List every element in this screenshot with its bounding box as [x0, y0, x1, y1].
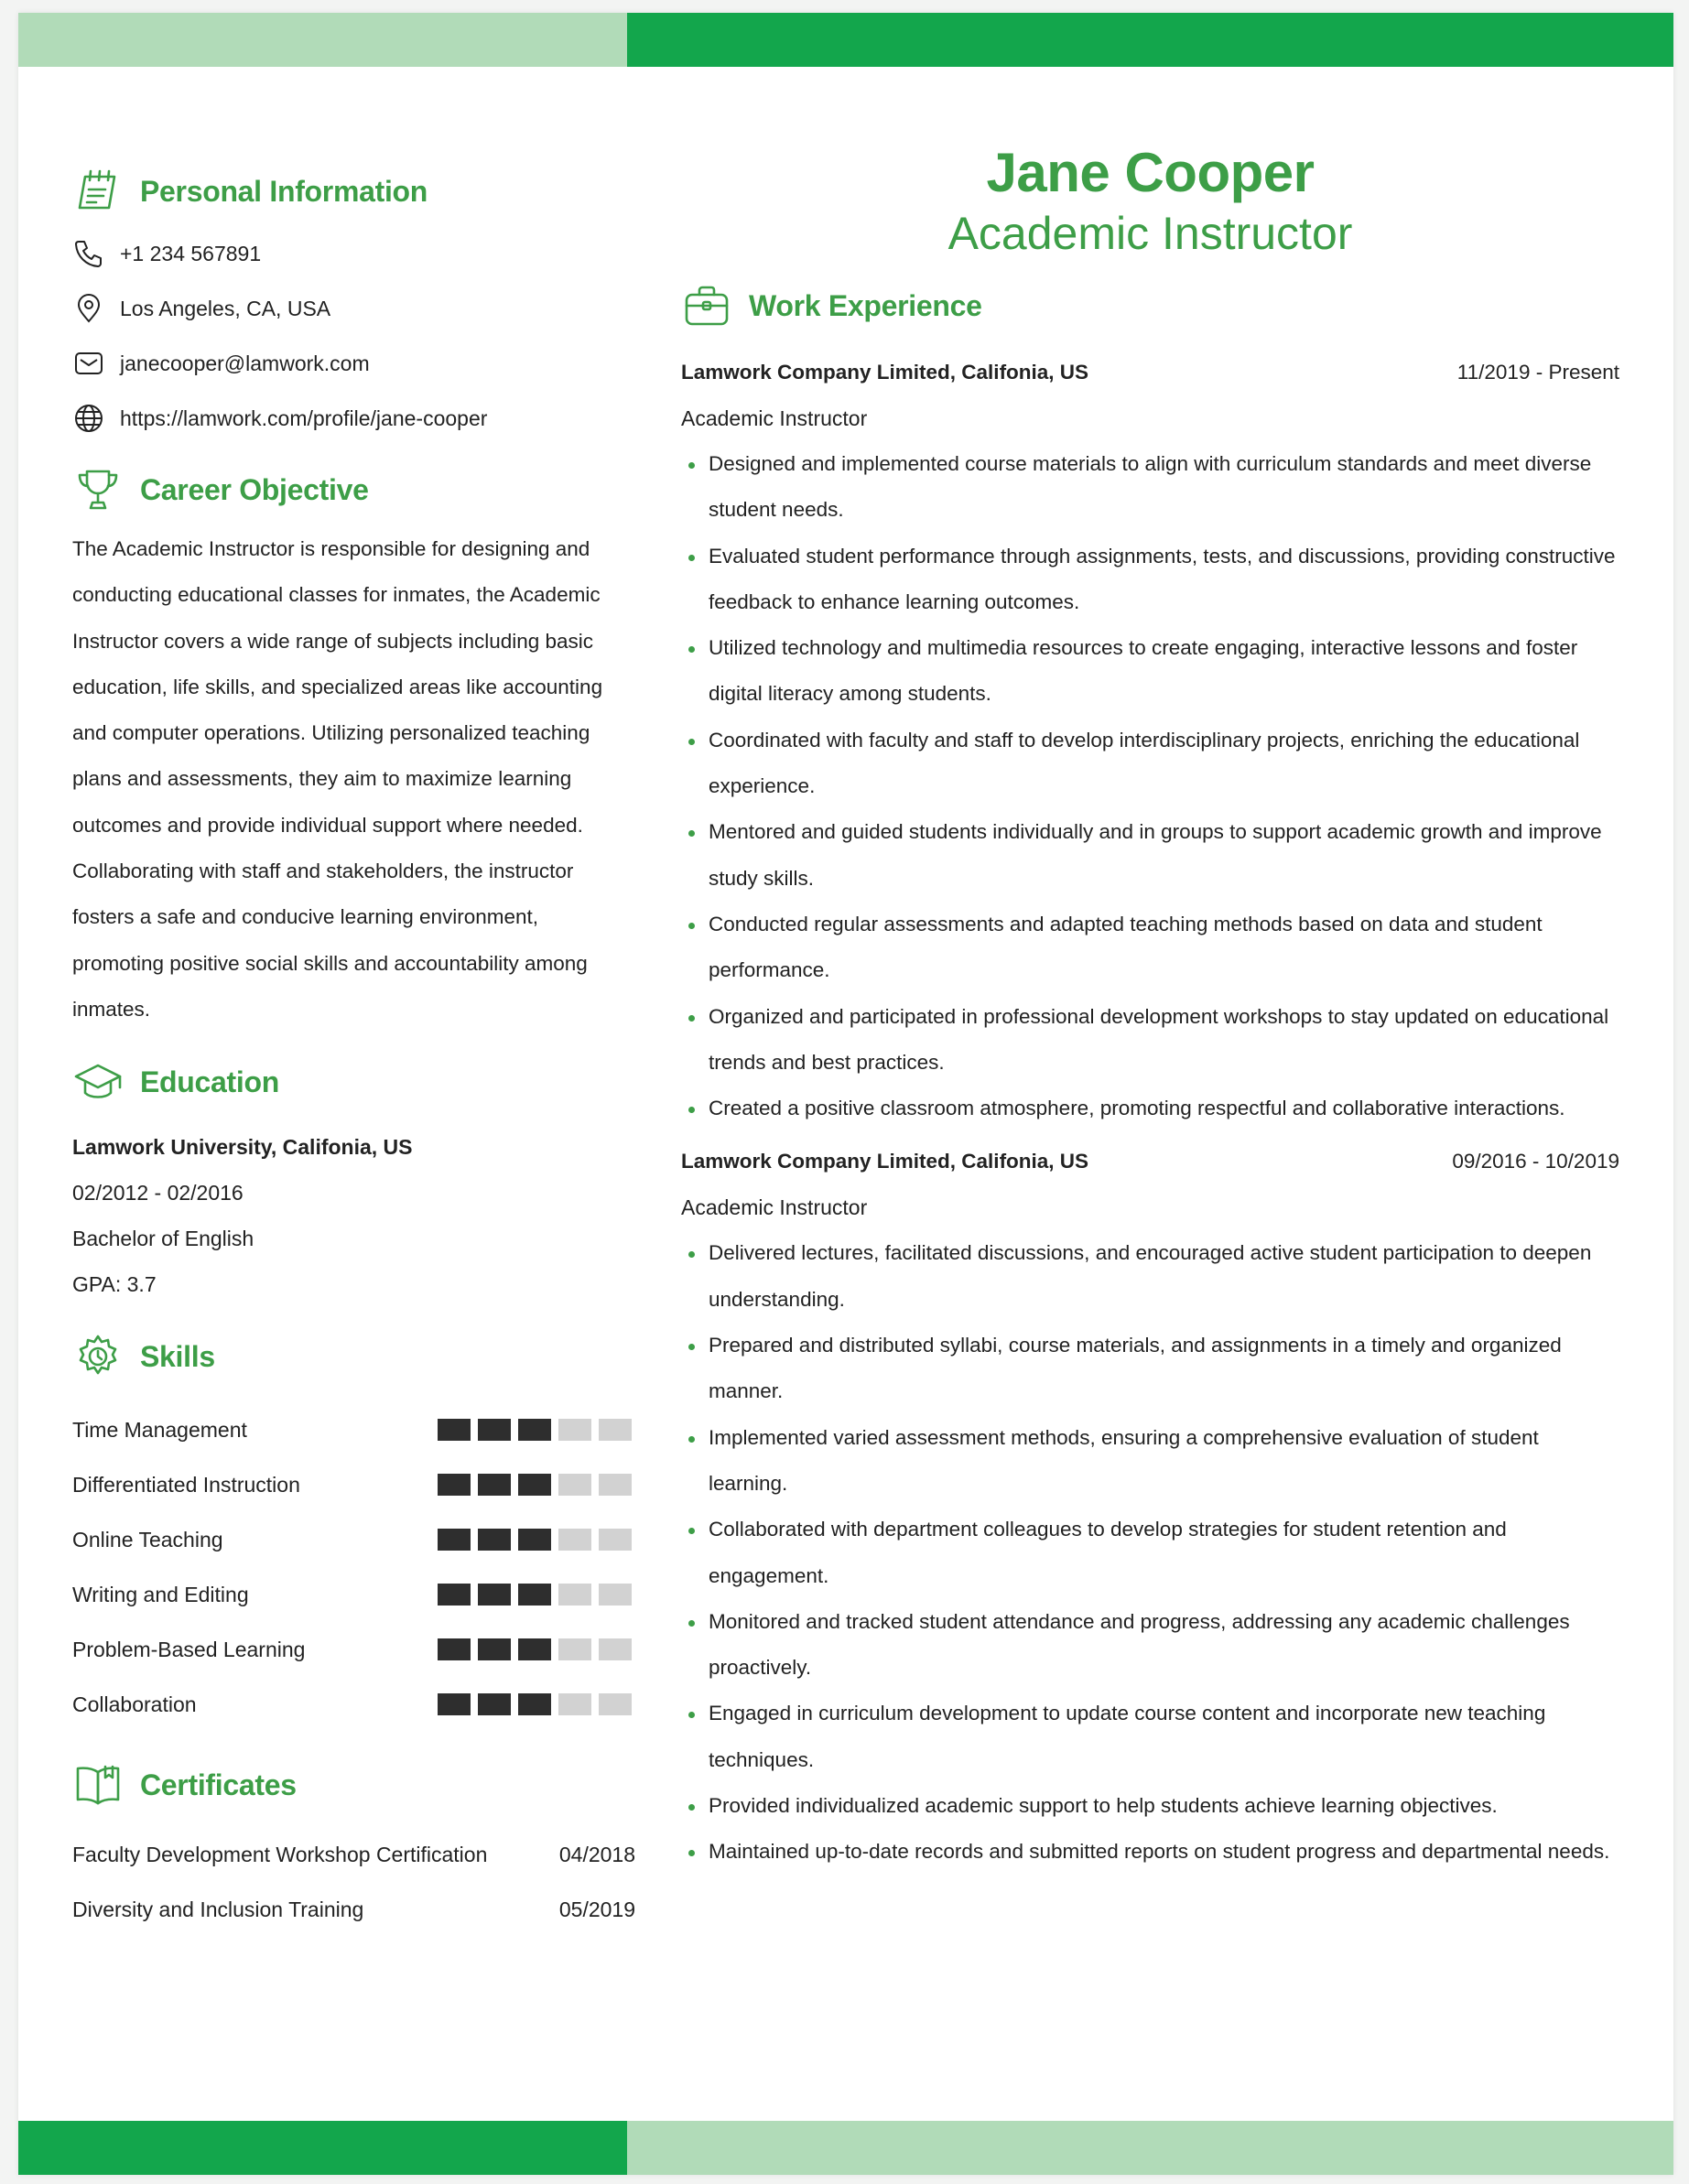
gear-icon [72, 1331, 124, 1382]
contact-email [72, 336, 635, 391]
skill-level-block [478, 1638, 511, 1660]
certificates-list [72, 1827, 635, 1937]
skill-level-meter [438, 1693, 632, 1715]
globe-icon [72, 402, 105, 435]
skill-name: Time Management [72, 1417, 247, 1442]
job-entry [681, 350, 1619, 1131]
skill-level-block [518, 1693, 551, 1715]
skill-row [72, 1622, 635, 1677]
job-bullet-item: Implemented varied assessment methods, ensuring a comprehensive evaluation of student learning. [681, 1415, 1619, 1508]
resume-page [18, 13, 1673, 2175]
certificates-header [72, 1757, 635, 1812]
job-dates: 09/2016 - 10/2019 [1452, 1150, 1619, 1173]
skill-level-block [518, 1419, 551, 1441]
job-bullet-item: Conducted regular assessments and adapted teaching methods based on data and student performance. [681, 902, 1619, 994]
certificate-date: 04/2018 [558, 1842, 635, 1866]
skill-row [72, 1457, 635, 1512]
contact-phone [72, 226, 635, 281]
skill-level-block [518, 1584, 551, 1606]
job-header [681, 350, 1619, 395]
education-school: Lamwork University, Califonia, US [72, 1135, 413, 1160]
job-bullet-item: Delivered lectures, facilitated discussions, and encouraged active student participation to deepen understanding. [681, 1230, 1619, 1323]
email-text[interactable]: janecooper@lamwork.com [120, 351, 370, 375]
skill-level-block [478, 1693, 511, 1715]
skills-header [72, 1329, 635, 1384]
skills-list [72, 1402, 635, 1732]
contact-website [72, 391, 635, 446]
skill-level-meter [438, 1638, 632, 1660]
location-text: Los Angeles, CA, USA [120, 296, 331, 320]
bottom-bar-dark [18, 2121, 627, 2175]
skill-row [72, 1512, 635, 1567]
calendar-note-icon [72, 166, 124, 217]
website-text[interactable]: https://lamwork.com/profile/jane-cooper [120, 405, 488, 430]
skill-level-block [558, 1529, 591, 1551]
skill-level-block [438, 1529, 471, 1551]
certificate-row [72, 1827, 635, 1882]
education-dates: 02/2012 - 02/2016 [72, 1181, 244, 1206]
certificate-row [72, 1882, 635, 1937]
skill-row [72, 1402, 635, 1457]
education-degree: Bachelor of English [72, 1227, 254, 1251]
job-dates: 11/2019 - Present [1456, 361, 1619, 384]
skill-level-block [478, 1474, 511, 1496]
work-experience-header [681, 278, 1619, 333]
skill-level-block [558, 1474, 591, 1496]
skill-level-block [558, 1693, 591, 1715]
job-bullet-item: Designed and implemented course materials to align with curriculum standards and meet diverse student needs. [681, 441, 1619, 534]
phone-icon [72, 237, 105, 270]
person-name: Jane Cooper [986, 142, 1315, 203]
education-title: Education [140, 1065, 279, 1098]
career-objective-header [72, 462, 635, 517]
job-bullet-item: Organized and participated in professional development workshops to stay updated on educational trends and best practices. [681, 994, 1619, 1087]
contact-location [72, 281, 635, 336]
job-role: Academic Instructor [681, 406, 868, 430]
skill-level-block [518, 1474, 551, 1496]
skill-level-block [438, 1419, 471, 1441]
skill-level-block [599, 1419, 632, 1441]
skill-level-block [438, 1584, 471, 1606]
skill-level-block [558, 1419, 591, 1441]
skill-level-block [599, 1638, 632, 1660]
left-column [72, 164, 635, 1937]
briefcase-icon [681, 280, 732, 331]
job-header [681, 1139, 1619, 1184]
career-objective-title: Career Objective [140, 472, 369, 506]
mail-icon [72, 347, 105, 380]
job-bullet-item: Prepared and distributed syllabi, course materials, and assignments in a timely and organized manner. [681, 1323, 1619, 1415]
objective-text: The Academic Instructor is responsible for designing and conducting educational classes for inmates, the Academic Instructor covers a wide range of subjects including basic education, life skills, and specialized areas like accounting and computer operations. Utilizing personalized teaching plans and assessments, they aim to maximize learning outcomes and provide individual support where needed. Collaborating with staff and stakeholders, the instructor fosters a safe and conducive learning environment, promoting positive social skills and accountability among inmates. [72, 537, 603, 1021]
job-company: Lamwork Company Limited, Califonia, US [681, 361, 1089, 384]
certificate-name: Diversity and Inclusion Training [72, 1897, 364, 1921]
personal-info-header [72, 164, 635, 219]
skill-row [72, 1567, 635, 1622]
job-entry [681, 1139, 1619, 1875]
skill-level-meter [438, 1474, 632, 1496]
skill-level-block [599, 1474, 632, 1496]
certificate-date: 05/2019 [558, 1897, 635, 1921]
jobs-list [681, 350, 1619, 1876]
top-bar-light [18, 13, 627, 67]
skill-level-meter [438, 1419, 632, 1441]
skill-level-block [518, 1638, 551, 1660]
job-bullet-item: Utilized technology and multimedia resources to create engaging, interactive lessons and foster digital literacy among students. [681, 625, 1619, 718]
skill-level-block [558, 1638, 591, 1660]
job-bullet-item: Mentored and guided students individually and in groups to support academic growth and improve study skills. [681, 809, 1619, 902]
skill-level-block [478, 1529, 511, 1551]
certificate-name: Faculty Development Workshop Certification [72, 1842, 488, 1866]
right-column [681, 141, 1619, 1876]
phone-text: +1 234 567891 [120, 241, 262, 265]
person-title: Academic Instructor [947, 208, 1353, 259]
personal-info-title: Personal Information [140, 174, 428, 208]
skill-name: Problem-Based Learning [72, 1637, 306, 1661]
certificates-title: Certificates [140, 1768, 297, 1801]
skill-level-meter [438, 1529, 632, 1551]
skill-level-block [438, 1638, 471, 1660]
skill-level-block [438, 1693, 471, 1715]
job-bullet-item: Evaluated student performance through assignments, tests, and discussions, providing constructive feedback to enhance learning outcomes. [681, 534, 1619, 626]
open-book-icon [72, 1759, 124, 1811]
job-bullet-item: Created a positive classroom atmosphere, promoting respectful and collaborative interactions. [681, 1086, 1619, 1131]
job-bullet-item: Collaborated with department colleagues to develop strategies for student retention and engagement. [681, 1507, 1619, 1599]
skill-level-block [518, 1529, 551, 1551]
job-company: Lamwork Company Limited, Califonia, US [681, 1150, 1089, 1173]
job-bullets [681, 441, 1619, 1131]
skill-level-block [438, 1474, 471, 1496]
bottom-bar-light [627, 2121, 1673, 2175]
skill-level-meter [438, 1584, 632, 1606]
graduation-cap-icon [72, 1056, 124, 1108]
trophy-icon [72, 464, 124, 515]
skills-title: Skills [140, 1339, 215, 1373]
job-role: Academic Instructor [681, 1195, 868, 1220]
skill-name: Collaboration [72, 1692, 197, 1716]
skill-level-block [599, 1584, 632, 1606]
work-experience-title: Work Experience [749, 288, 982, 322]
skill-name: Writing and Editing [72, 1582, 249, 1606]
job-bullets [681, 1230, 1619, 1875]
skill-name: Online Teaching [72, 1527, 223, 1552]
location-pin-icon [72, 292, 105, 325]
top-bar-dark [627, 13, 1673, 67]
skill-level-block [478, 1584, 511, 1606]
skill-name: Differentiated Instruction [72, 1472, 300, 1497]
job-bullet-item: Provided individualized academic support to help students achieve learning objectives. [681, 1783, 1619, 1829]
education-gpa: GPA: 3.7 [72, 1272, 157, 1297]
skill-level-block [599, 1529, 632, 1551]
contact-list [72, 226, 635, 446]
skill-level-block [599, 1693, 632, 1715]
education-header [72, 1054, 635, 1109]
job-bullet-item: Engaged in curriculum development to update course content and incorporate new teaching techniques. [681, 1691, 1619, 1783]
skill-row [72, 1677, 635, 1732]
job-bullet-item: Maintained up-to-date records and submitted reports on student progress and departmental needs. [681, 1829, 1619, 1875]
job-bullet-item: Coordinated with faculty and staff to develop interdisciplinary projects, enriching the educational experience. [681, 718, 1619, 810]
skill-level-block [478, 1419, 511, 1441]
education-entry [72, 1124, 635, 1307]
job-bullet-item: Monitored and tracked student attendance and progress, addressing any academic challenges proactively. [681, 1599, 1619, 1692]
skill-level-block [558, 1584, 591, 1606]
